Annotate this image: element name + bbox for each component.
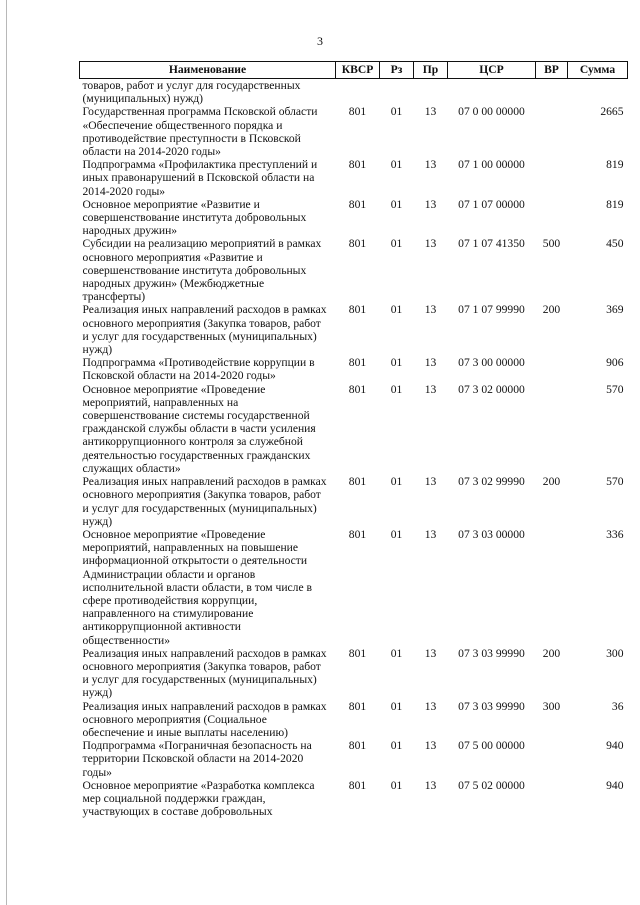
table-row [80,739,628,779]
cell-sum: 940 [606,778,624,792]
cell-vr [536,198,568,238]
cell-csr: 07 5 02 00000 [458,778,525,792]
cell-csr: 07 3 03 00000 [458,527,525,541]
cell-pr: 13 [424,646,437,660]
cell-kvsr: 801 [348,197,367,211]
cell-name: Основное мероприятие «Проведение мероприятий, направленных на повышение информационной открытости о деятельности Администрации области и органов исполнительной власти области, в том числе в сфере противодействия коррупции, направленного на стимулирование антикоррупционной активности общественности» [82,527,312,647]
cell-rz: 01 [390,105,403,119]
cell-rz: 01 [390,646,403,660]
cell-pr: 13 [424,197,437,211]
header-sum: Сумма [568,62,628,79]
budget-table [79,61,628,818]
cell-csr: 07 0 00 00000 [458,105,525,119]
table-row [80,158,628,198]
cell-kvsr: 801 [348,475,367,489]
table-row [80,303,628,356]
cell-sum: 570 [606,475,624,489]
cell-pr: 13 [424,778,437,792]
cell-sum: 570 [606,382,624,396]
cell-pr [414,79,448,106]
cell-kvsr: 801 [348,699,367,713]
cell-csr: 07 3 03 99990 [458,646,525,660]
table-row [80,356,628,382]
cell-pr: 13 [424,237,437,251]
cell-vr [536,779,568,819]
cell-csr: 07 3 02 00000 [458,382,525,396]
cell-vr [536,105,568,158]
table-row [80,79,628,106]
cell-sum: 369 [606,303,624,317]
header-kvsr: КВСР [336,62,380,79]
cell-pr: 13 [424,356,437,370]
cell-name: Основное мероприятие «Разработка комплекса мер социальной поддержки граждан, участвующих в составе добровольных [82,778,315,819]
cell-vr [536,158,568,198]
cell-vr [536,739,568,779]
cell-vr: 200 [542,475,561,489]
cell-name: Реализация иных направлений расходов в рамках основного мероприятия (Закупка товаров, работ и услуг для государственных (муниципальных) нужд) [82,475,327,528]
cell-pr: 13 [424,475,437,489]
cell-name: Реализация иных направлений расходов в рамках основного мероприятия (Социальное обеспечение и иные выплаты населению) [82,699,327,739]
cell-kvsr: 801 [348,237,367,251]
cell-sum: 940 [606,739,624,753]
cell-name: Подпрограмма «Профилактика преступлений и иных правонарушений в Псковской области на 2014-2020 годы» [82,158,318,198]
cell-name: Субсидии на реализацию мероприятий в рамках основного мероприятия «Развитие и совершенствование института добровольных народных дружин» (Межбюджетные трансферты) [82,237,322,304]
table-row [80,700,628,740]
header-name: Наименование [80,62,336,79]
cell-rz: 01 [390,356,403,370]
cell-vr [536,79,568,106]
page-number: 3 [317,34,323,48]
cell-name: Подпрограмма «Противодействие коррупции в Псковской области на 2014-2020 годы» [82,356,315,383]
cell-kvsr: 801 [348,303,367,317]
cell-name: Государственная программа Псковской области «Обеспечение общественного порядка и противодействие преступности в Псковской области на 2014-2020 годы» [82,105,318,159]
cell-rz: 01 [390,475,403,489]
cell-csr: 07 3 03 99990 [458,699,525,713]
table-header-row [80,62,628,79]
cell-vr: 500 [542,237,561,251]
cell-sum [568,79,628,106]
header-pr: Пр [414,62,448,79]
cell-sum: 819 [606,158,624,172]
header-rz: Рз [380,62,414,79]
table-row [80,528,628,647]
cell-pr: 13 [424,158,437,172]
cell-pr: 13 [424,382,437,396]
cell-pr: 13 [424,105,437,119]
cell-pr: 13 [424,739,437,753]
cell-csr: 07 3 02 99990 [458,475,525,489]
cell-sum: 300 [606,646,624,660]
cell-rz: 01 [390,778,403,792]
cell-kvsr: 801 [348,739,367,753]
cell-rz: 01 [390,158,403,172]
cell-vr: 300 [542,699,561,713]
cell-csr: 07 5 00 00000 [458,739,525,753]
cell-rz: 01 [390,739,403,753]
table-row [80,198,628,238]
cell-vr [536,528,568,647]
table-body [80,79,628,819]
cell-sum: 36 [611,699,624,713]
table-row [80,779,628,819]
header-vr: ВР [536,62,568,79]
cell-csr: 07 1 07 99990 [458,303,525,317]
cell-vr [536,356,568,382]
cell-kvsr: 801 [348,105,367,119]
cell-sum: 2665 [600,105,624,119]
scan-margin-line [6,0,7,905]
table-row [80,383,628,475]
cell-csr: 07 1 07 41350 [458,237,525,251]
cell-name: Основное мероприятие «Проведение мероприятий, направленных на совершенствование системы государственной гражданской службы области в части усиления антикоррупционного контроля за служебной деятельностью государственных гражданских служащих области» [82,382,316,475]
header-csr: ЦСР [448,62,536,79]
cell-rz: 01 [390,382,403,396]
cell-csr: 07 3 00 00000 [458,356,525,370]
cell-csr: 07 1 07 00000 [458,197,525,211]
cell-kvsr: 801 [348,778,367,792]
cell-vr: 200 [542,303,561,317]
cell-sum: 336 [606,527,624,541]
table-row [80,237,628,303]
cell-kvsr: 801 [348,382,367,396]
table-row [80,475,628,528]
cell-vr [536,383,568,475]
cell-rz: 01 [390,527,403,541]
cell-csr: 07 1 00 00000 [458,158,525,172]
cell-pr: 13 [424,699,437,713]
cell-name: Реализация иных направлений расходов в рамках основного мероприятия (Закупка товаров, работ и услуг для государственных (муниципальных) нужд) [82,303,327,357]
cell-kvsr: 801 [348,158,367,172]
cell-rz: 01 [390,303,403,317]
cell-rz: 01 [390,197,403,211]
cell-kvsr: 801 [348,646,367,660]
cell-pr: 13 [424,303,437,317]
cell-kvsr: 801 [348,527,367,541]
cell-rz [380,79,414,106]
cell-name: Подпрограмма «Пограничная безопасность на территории Псковской области на 2014-2020 годы» [82,739,312,779]
cell-sum: 819 [606,197,624,211]
cell-pr: 13 [424,527,437,541]
cell-sum: 450 [606,237,624,251]
cell-name: товаров, работ и услуг для государственных (муниципальных) нужд) [82,79,301,106]
cell-name: Основное мероприятие «Развитие и совершенствование института добровольных народных дружин» [82,197,307,238]
table-row [80,647,628,700]
cell-kvsr: 801 [348,356,367,370]
cell-rz: 01 [390,237,403,251]
cell-csr [448,79,536,106]
cell-kvsr [336,79,380,106]
cell-vr: 200 [542,646,561,660]
cell-name: Реализация иных направлений расходов в рамках основного мероприятия (Закупка товаров, работ и услуг для государственных (муниципальных) нужд) [82,646,327,700]
table-row [80,105,628,158]
cell-sum: 906 [606,356,624,370]
cell-rz: 01 [390,699,403,713]
